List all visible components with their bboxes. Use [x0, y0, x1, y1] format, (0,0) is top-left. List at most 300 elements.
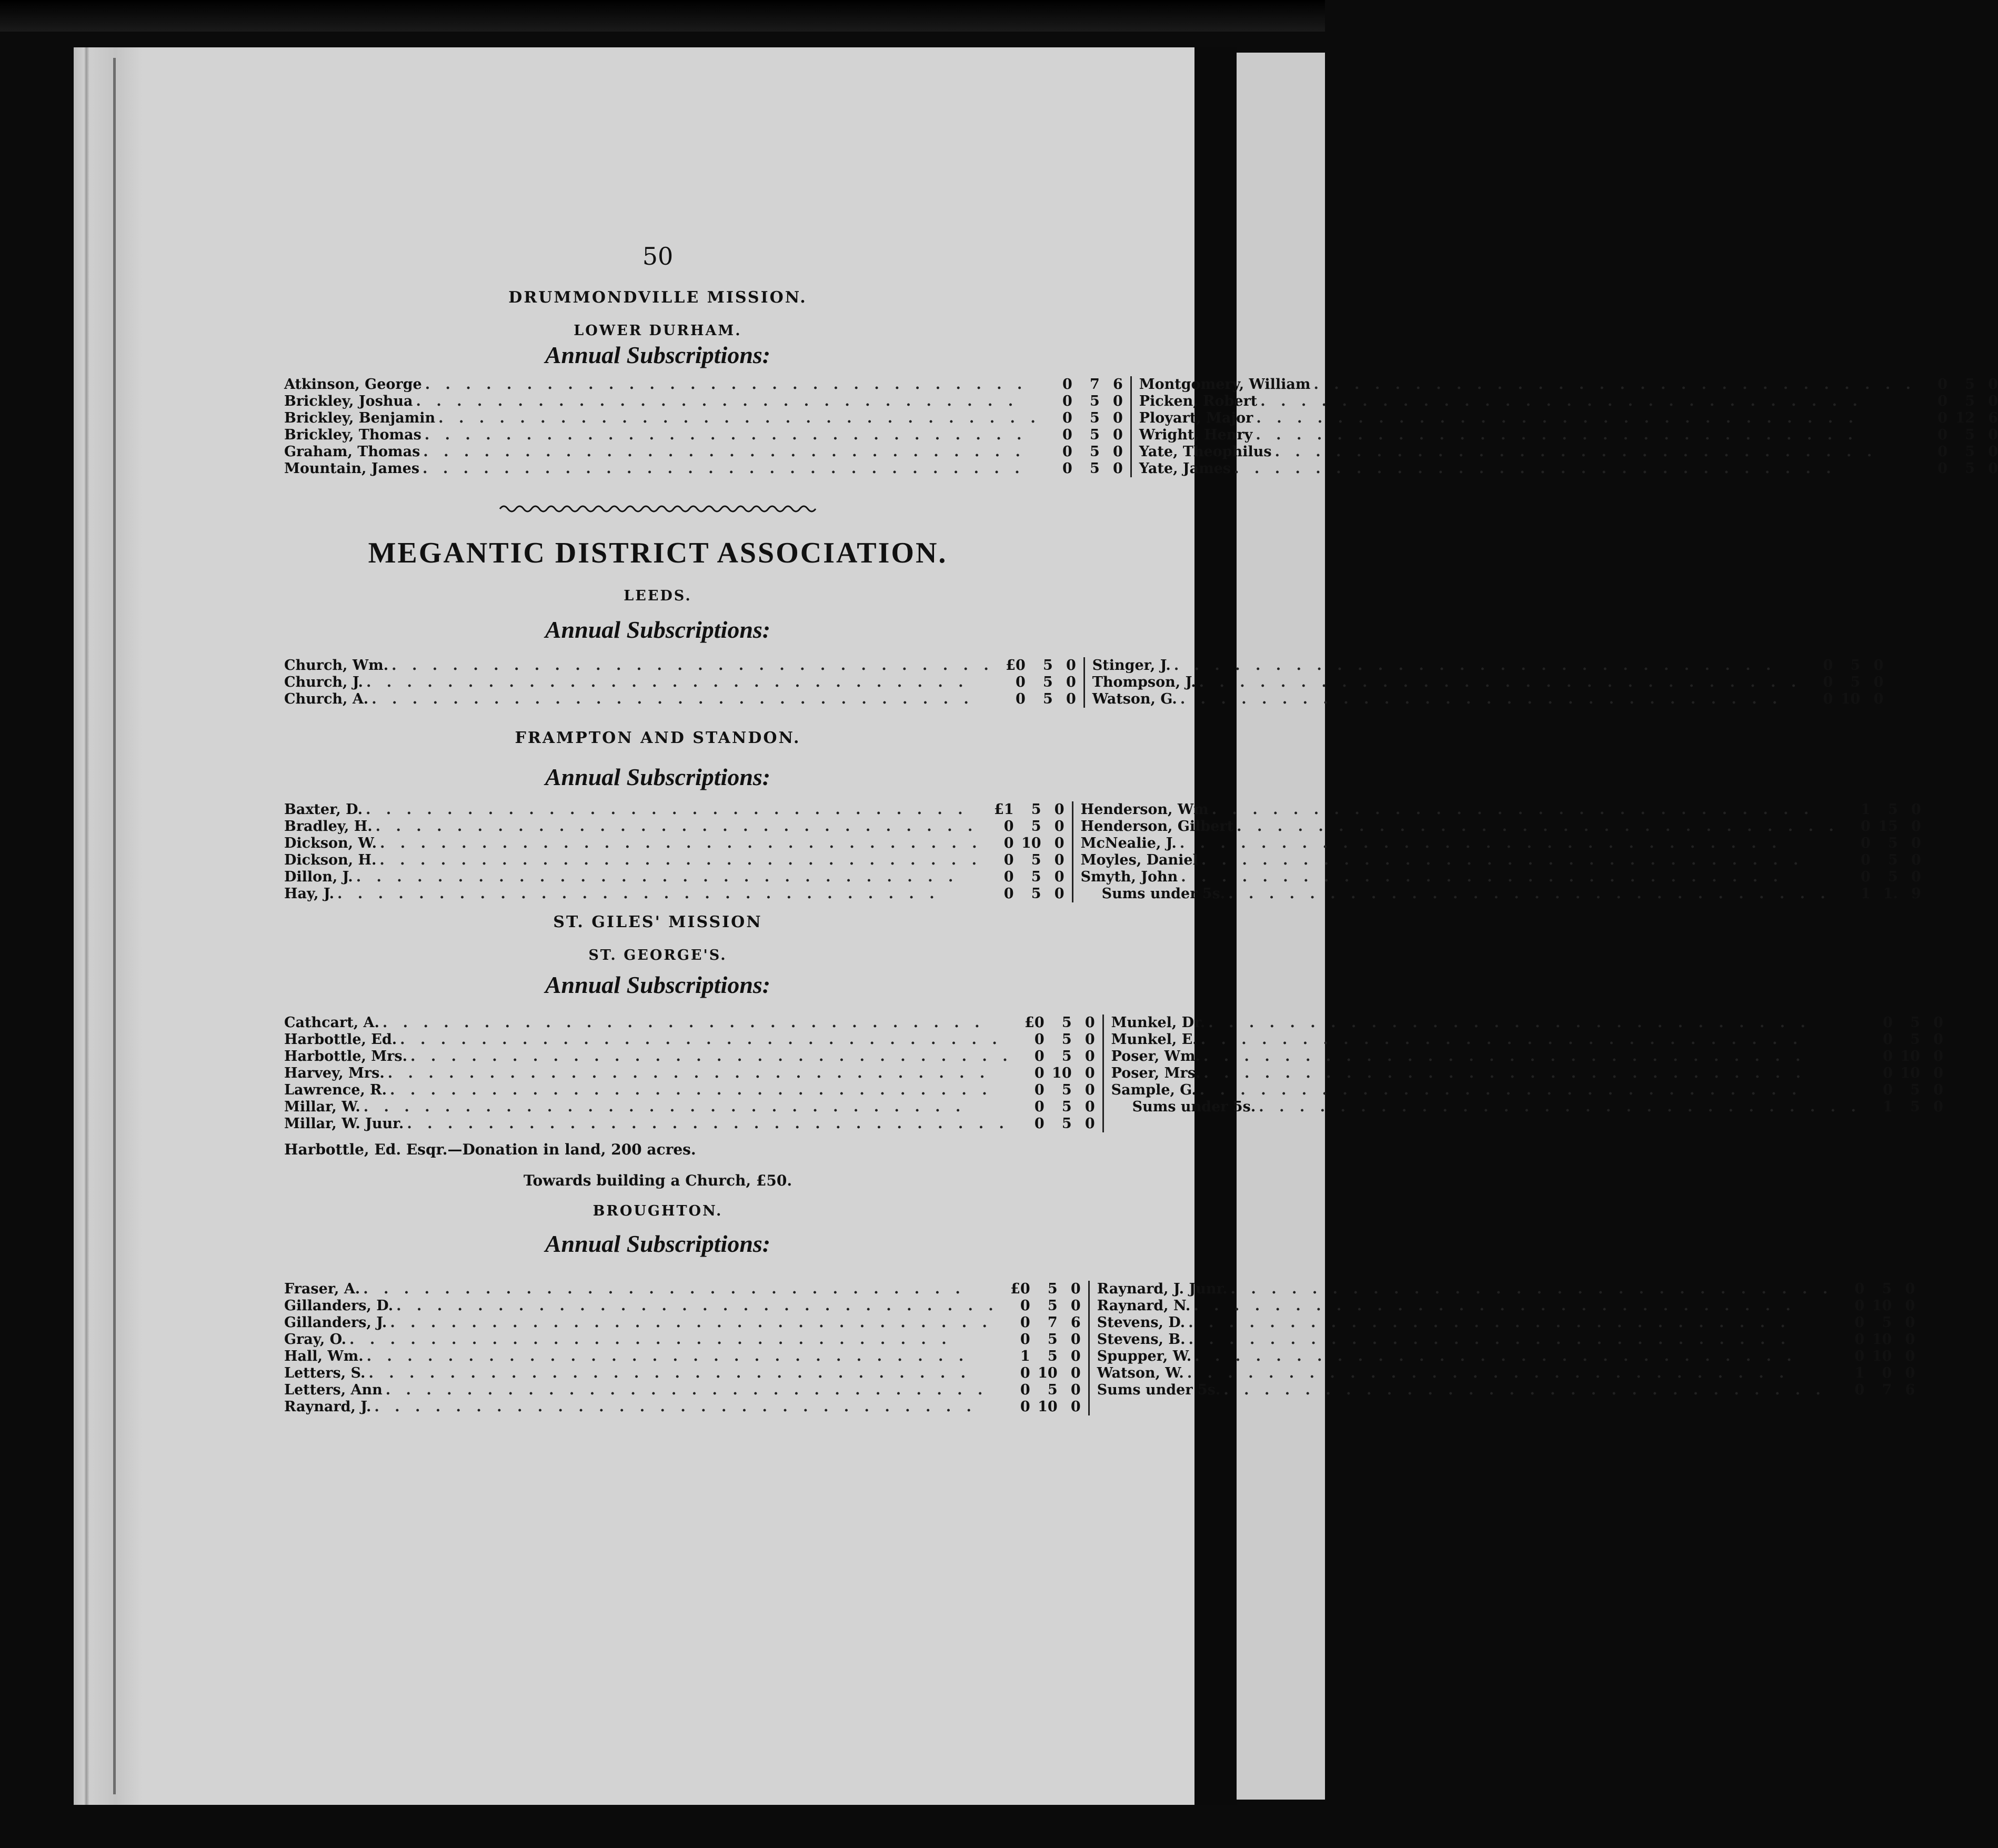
shillings-value: 7 — [1047, 1314, 1058, 1331]
amount — [1836, 1382, 1915, 1398]
pence-value: 0 — [1054, 886, 1065, 902]
subscription-row — [284, 691, 1076, 708]
pounds-value: 1 — [1020, 1348, 1030, 1364]
leader-dots: . . . . . . . . . . . . . . . . . . . . . . . . . . . . . . — [356, 869, 959, 885]
pence-value: 0 — [1873, 657, 1884, 674]
pence-value: 0 — [1054, 801, 1065, 818]
subscriber-name: Harbottle, Ed. — [284, 1031, 397, 1048]
subscriber-name: Sums under 5s. — [1097, 1382, 1221, 1398]
pounds-value: 0 — [1854, 1382, 1865, 1398]
pounds-value: 0 — [1937, 376, 1948, 393]
shillings-value: 5 — [1047, 1298, 1058, 1314]
pounds-value: 0 — [1854, 1331, 1865, 1348]
shillings-value: 10 — [1840, 691, 1861, 707]
subscription-row — [1081, 818, 1921, 835]
subscriber-name: Raynard, J. Junr. — [1097, 1281, 1228, 1297]
pence-value: 0 — [1988, 444, 1998, 460]
leader-dots: . . . . . . . . . . . . . . . . . . . . . . . . . . . . . . — [372, 691, 974, 707]
leader-dots: . . . . . . . . . . . . . . . . . . . . . . . . . . . . . . — [1201, 852, 1804, 868]
pence-value: 0 — [1988, 393, 1998, 409]
pence-value: 0 — [1085, 1082, 1095, 1098]
section-subtitle: LOWER DURHAM. — [574, 323, 742, 339]
pounds-value: 0 — [1003, 869, 1014, 885]
page-content — [284, 242, 1998, 1415]
pounds-value: 0 — [1854, 1314, 1865, 1331]
pounds-value: 0 — [1034, 1065, 1045, 1081]
pounds-value: 0 — [1034, 1031, 1045, 1048]
subscriber-name: Graham, Thomas — [284, 444, 420, 460]
subscription-row — [284, 1099, 1095, 1116]
subscription-row — [284, 1048, 1095, 1065]
pence-value: 0 — [1070, 1365, 1081, 1381]
left-column — [284, 1281, 1090, 1415]
pounds-value: 0 — [1883, 1065, 1893, 1081]
amount — [1016, 1065, 1095, 1081]
shillings-value: 5 — [1882, 1314, 1892, 1331]
subscription-row — [284, 1382, 1081, 1399]
amount — [1864, 1031, 1943, 1048]
shillings-value: 10 — [1872, 1348, 1892, 1364]
subscription-row — [1097, 1331, 1915, 1348]
pence-value: 0 — [1085, 1031, 1095, 1048]
pence-value: 0 — [1911, 801, 1921, 818]
pounds-value: 0 — [1062, 444, 1072, 460]
amount — [1919, 393, 1998, 409]
shillings-value: 7 — [1882, 1382, 1892, 1398]
pounds-value: 0 — [1854, 1281, 1865, 1297]
pence-value: 0 — [1054, 852, 1065, 868]
pence-value: 0 — [1933, 1065, 1943, 1081]
leader-dots: . . . . . . . . . . . . . . . . . . . . . . . . . . . . . . — [1200, 1031, 1803, 1048]
leader-dots: . . . . . . . . . . . . . . . . . . . . . . . . . . . . . . — [379, 852, 982, 868]
subscription-row — [284, 410, 1123, 427]
amount — [1002, 1331, 1081, 1348]
section-drummondville — [284, 288, 1998, 477]
amount — [1016, 1015, 1095, 1031]
leader-dots: . . . . . . . . . . . . . . . . . . . . . . . . . . . . . . — [1237, 818, 1839, 835]
amount — [1919, 427, 1998, 443]
leader-dots: . . . . . . . . . . . . . . . . . . . . . . . . . . . . . . — [390, 1314, 992, 1331]
shillings-value: 5 — [1061, 1031, 1072, 1048]
subscription-row — [1081, 869, 1921, 886]
pence-value: 0 — [1933, 1015, 1943, 1031]
shillings-value: 5 — [1031, 818, 1041, 835]
pounds-value: 0 — [1003, 852, 1014, 868]
subscription-row — [1081, 852, 1921, 869]
leader-dots: . . . . . . . . . . . . . . . . . . . . . . . . . . . . . . — [349, 1331, 952, 1348]
subscription-row — [1111, 1015, 1943, 1031]
subscriber-name: Church, J. — [284, 674, 363, 690]
pence-value: 0 — [1933, 1082, 1943, 1098]
pounds-value: 0 — [1020, 1382, 1030, 1398]
amount — [1836, 1314, 1915, 1331]
pounds-value: 1 — [1854, 1365, 1865, 1381]
pence-value: 0 — [1988, 427, 1998, 443]
section-megantic-leeds — [284, 536, 1884, 708]
leader-dots: . . . . . . . . . . . . . . . . . . . . . . . . . . . . . . — [1188, 1331, 1791, 1348]
pounds-value: 0 — [1062, 427, 1072, 443]
subscriber-name: Church, Wm. — [284, 657, 389, 674]
subscription-row — [1111, 1065, 1943, 1082]
amount — [1016, 1048, 1095, 1064]
pounds-value: 0 — [1937, 410, 1948, 426]
shillings-value: 5 — [1031, 869, 1041, 885]
pence-value: 0 — [1988, 460, 1998, 477]
pence-value: 0 — [1911, 835, 1921, 851]
leader-dots: . . . . . . . . . . . . . . . . . . . . . . . . . . . . . . — [396, 1298, 999, 1314]
subscriber-name: Raynard, N. — [1097, 1298, 1191, 1314]
subscriber-name: Hay, J. — [284, 886, 334, 902]
leader-dots: . . . . . . . . . . . . . . . . . . . . . . . . . . . . . . — [375, 818, 978, 835]
pounds-value: 0 — [1883, 1082, 1893, 1098]
subscriptions-heading: Annual Subscriptions: — [545, 616, 771, 643]
amount — [1044, 376, 1123, 393]
subscription-row — [284, 1399, 1081, 1415]
subscriber-name: Thompson, J. — [1092, 674, 1196, 690]
pounds-value: 0 — [1937, 393, 1948, 409]
shillings-value: 10 — [1872, 1331, 1892, 1348]
subscription-row — [1097, 1314, 1915, 1331]
subscription-row — [1092, 691, 1884, 708]
leader-dots: . . . . . . . . . . . . . . . . . . . . . . . . . . . . . . — [1199, 1082, 1802, 1098]
pounds-value: 0 — [1937, 444, 1948, 460]
shillings-value: 10 — [1038, 1399, 1058, 1415]
subscriber-name: Letters, Ann — [284, 1382, 383, 1398]
shillings-value: 10 — [1021, 835, 1041, 851]
subscriber-name: Brickley, Benjamin — [284, 410, 436, 426]
pounds-value: £0 — [1025, 1015, 1045, 1031]
scan-border — [0, 0, 1325, 32]
subscription-row — [1139, 393, 1998, 410]
shillings-value: 5 — [1061, 1082, 1072, 1098]
pence-value: 9 — [1911, 886, 1921, 902]
amount — [1044, 460, 1123, 477]
subscription-row — [1111, 1031, 1943, 1048]
amount — [1842, 818, 1921, 835]
subscription-row — [284, 1298, 1081, 1314]
pence-value: 6 — [1112, 376, 1123, 393]
pence-value: 0 — [1054, 869, 1065, 885]
shillings-value: 5 — [1089, 427, 1100, 443]
subscriber-name: Picken, Robert — [1139, 393, 1258, 409]
shillings-value: 5 — [1089, 410, 1100, 426]
leader-dots: . . . . . . . . . . . . . . . . . . . . . . . . . . . . . . — [1187, 1365, 1790, 1381]
subscriber-name: Watson, G. — [1092, 691, 1177, 707]
subscriber-name: Munkel, Dr. — [1111, 1015, 1206, 1031]
pence-value: 0 — [1070, 1348, 1081, 1364]
shillings-value: 5 — [1887, 852, 1898, 868]
pounds-value: 0 — [1034, 1048, 1045, 1064]
subscription-row — [284, 427, 1123, 444]
amount — [1919, 410, 1998, 426]
shillings-value: 5 — [1850, 674, 1861, 690]
amount — [1842, 886, 1921, 902]
shillings-value: 15 — [1878, 818, 1898, 835]
subscription-row — [1097, 1298, 1915, 1314]
pounds-value: 0 — [1937, 427, 1948, 443]
pence-value: 0 — [1070, 1281, 1081, 1297]
amount — [1002, 1399, 1081, 1415]
left-column — [284, 657, 1085, 708]
donation-note: Harbottle, Ed. Esqr.—Donation in land, 200 acres. — [284, 1141, 696, 1158]
subscriber-name: Dickson, H. — [284, 852, 377, 868]
amount — [1016, 1116, 1095, 1132]
pounds-value: 0 — [1823, 674, 1833, 690]
amount — [997, 691, 1076, 707]
amount — [986, 869, 1065, 885]
pounds-value: 0 — [1937, 460, 1948, 477]
subscriber-name: Ployart, Major — [1139, 410, 1253, 426]
leader-dots: . . . . . . . . . . . . . . . . . . . . . . . . . . . . . . — [1260, 393, 1863, 409]
subscription-row — [284, 852, 1065, 869]
subscriber-name: Yate, Theophilus — [1139, 444, 1272, 460]
pence-value: 0 — [1112, 427, 1123, 443]
subscription-row — [1081, 835, 1921, 852]
pence-value: 0 — [1066, 674, 1076, 690]
subscription-row — [284, 1082, 1095, 1099]
subscriber-name: Sums under 5s. — [1132, 1099, 1256, 1115]
shillings-value: 5 — [1031, 886, 1041, 902]
right-column — [1085, 657, 1884, 708]
subscriber-name: Bradley, H. — [284, 818, 373, 835]
shillings-value: 5 — [1047, 1348, 1058, 1364]
amount — [1864, 1048, 1943, 1064]
leader-dots: . . . . . . . . . . . . . . . . . . . . . . . . . . . . . . — [1181, 869, 1783, 885]
pounds-value: 0 — [1020, 1365, 1030, 1381]
pounds-value: 0 — [1883, 1031, 1893, 1048]
subscription-row — [284, 393, 1123, 410]
subscription-row — [1111, 1048, 1943, 1065]
leader-dots: . . . . . . . . . . . . . . . . . . . . . . . . . . . . . . — [368, 1365, 971, 1381]
subscriber-name: Moyles, Daniel — [1080, 852, 1198, 868]
leader-dots: . . . . . . . . . . . . . . . . . . . . . . . . . . . . . . — [1194, 1348, 1797, 1364]
pounds-value: £1 — [994, 801, 1014, 818]
pence-value: 0 — [1085, 1065, 1095, 1081]
subscriber-name: Harvey, Mrs. — [284, 1065, 385, 1081]
shillings-value: 5 — [1061, 1116, 1072, 1132]
amount — [1804, 657, 1883, 674]
amount — [1842, 801, 1921, 818]
pence-value: 0 — [1933, 1099, 1943, 1115]
leader-dots: . . . . . . . . . . . . . . . . . . . . . . . . . . . . . . — [400, 1031, 1002, 1048]
pence-value: 0 — [1905, 1365, 1915, 1381]
subscriber-name: Sample, G. — [1111, 1082, 1197, 1098]
shillings-value: 12 — [1955, 410, 1975, 426]
amount — [1002, 1348, 1081, 1364]
shillings-value: 5 — [1965, 444, 1975, 460]
amount — [1919, 460, 1998, 477]
subscriber-name: Church, A. — [284, 691, 369, 707]
wavy-divider — [500, 503, 816, 515]
shillings-value: 5 — [1061, 1099, 1072, 1115]
subscriber-name: Stevens, B. — [1097, 1331, 1186, 1348]
subscriber-name: Dillon, J. — [284, 869, 353, 885]
leader-dots: . . . . . . . . . . . . . . . . . . . . . . . . . . . . . . — [337, 886, 940, 902]
subscriber-name: Atkinson, George — [284, 376, 422, 393]
shillings-value: 10 — [1900, 1065, 1920, 1081]
leader-dots: . . . . . . . . . . . . . . . . . . . . . . . . . . . . . . — [1256, 410, 1859, 426]
shillings-value: 7 — [1089, 376, 1100, 393]
amount — [1002, 1382, 1081, 1398]
shillings-value: 5 — [1042, 674, 1053, 690]
shillings-value: 5 — [1850, 657, 1861, 674]
leader-dots: . . . . . . . . . . . . . . . . . . . . . . . . . . . . . . — [1228, 886, 1831, 902]
pounds-value: 0 — [1854, 1348, 1865, 1364]
subscription-row — [1081, 801, 1921, 818]
subscriber-name: Raynard, J. — [284, 1399, 372, 1415]
leader-dots: . . . . . . . . . . . . . . . . . . . . . . . . . . . . . . — [1208, 1015, 1811, 1031]
pence-value: 0 — [1911, 852, 1921, 868]
leader-dots: . . . . . . . . . . . . . . . . . . . . . . . . . . . . . . — [1211, 801, 1814, 818]
pence-value: 0 — [1873, 691, 1884, 707]
pence-value: 0 — [1112, 460, 1123, 477]
amount — [1836, 1348, 1915, 1364]
subscriber-name: Wright, Henry — [1139, 427, 1253, 443]
left-column — [284, 376, 1132, 477]
amount — [1044, 444, 1123, 460]
subscription-row — [284, 1314, 1081, 1331]
subscription-row — [1139, 444, 1998, 460]
shillings-value: 10 — [1038, 1365, 1058, 1381]
pounds-value: 0 — [1020, 1314, 1030, 1331]
pence-value: 0 — [1905, 1348, 1915, 1364]
shillings-value: 5 — [1887, 801, 1898, 818]
amount — [1919, 444, 1998, 460]
shillings-value: 5 — [1047, 1281, 1058, 1297]
subscription-row — [284, 1015, 1095, 1031]
amount — [1804, 691, 1883, 707]
subscriber-name: Cathcart, A. — [284, 1015, 379, 1031]
subscriber-name: Montgomery, William — [1139, 376, 1311, 393]
subscription-row — [1111, 1099, 1943, 1116]
pence-value: 0 — [1905, 1298, 1915, 1314]
leader-dots: . . . . . . . . . . . . . . . . . . . . . . . . . . . . . . — [1234, 460, 1836, 477]
pence-value: 0 — [1085, 1116, 1095, 1132]
amount — [986, 818, 1065, 835]
pounds-value: 0 — [1034, 1082, 1045, 1098]
subscriber-name: Henderson, Wm — [1080, 801, 1209, 818]
leader-dots: . . . . . . . . . . . . . . . . . . . . . . . . . . . . . . — [366, 674, 969, 690]
amount — [1842, 852, 1921, 868]
leader-dots: . . . . . . . . . . . . . . . . . . . . . . . . . . . . . . — [385, 1382, 988, 1398]
subscriber-name: Henderson, Gilbert — [1080, 818, 1234, 835]
leader-dots: . . . . . . . . . . . . . . . . . . . . . . . . . . . . . . — [425, 376, 1028, 393]
pence-value: 0 — [1085, 1015, 1095, 1031]
pence-value: 0 — [1873, 674, 1884, 690]
pence-value: 6 — [1905, 1382, 1915, 1398]
subscriber-name: Yate, James — [1139, 460, 1231, 477]
subscription-row — [284, 1116, 1095, 1132]
shillings-value: 5 — [1887, 869, 1898, 885]
section-title: DRUMMONDVILLE MISSION. — [508, 288, 807, 307]
amount — [986, 886, 1065, 902]
pounds-value: 0 — [1034, 1116, 1045, 1132]
pounds-value: 0 — [1020, 1399, 1030, 1415]
amount — [1002, 1314, 1081, 1331]
subscriber-name: Lawrence, R. — [284, 1082, 387, 1098]
subscriptions-heading: Annual Subscriptions: — [545, 764, 771, 790]
pence-value: 0 — [1070, 1331, 1081, 1348]
page-binding — [74, 47, 142, 1805]
leader-dots: . . . . . . . . . . . . . . . . . . . . . . . . . . . . . . — [390, 1082, 992, 1098]
leader-dots: . . . . . . . . . . . . . . . . . . . . . . . . . . . . . . — [1274, 444, 1877, 460]
shillings-value: 5 — [1910, 1015, 1920, 1031]
amount — [1044, 427, 1123, 443]
subscriber-name: Brickley, Joshua — [284, 393, 413, 409]
pounds-value: 0 — [1034, 1099, 1045, 1115]
amount — [1002, 1281, 1081, 1297]
subscription-row — [1111, 1082, 1943, 1099]
shillings-value: 5 — [1965, 376, 1975, 393]
leader-dots: . . . . . . . . . . . . . . . . . . . . . . . . . . . . . . — [1180, 691, 1783, 707]
page-gutter — [1194, 47, 1237, 1805]
leader-dots: . . . . . . . . . . . . . . . . . . . . . . . . . . . . . . — [1173, 657, 1776, 674]
amount — [1864, 1099, 1943, 1115]
adjacent-page-edge — [1237, 53, 1325, 1800]
subscription-row — [284, 818, 1065, 835]
amount — [1016, 1082, 1095, 1098]
amount — [1002, 1298, 1081, 1314]
leader-dots: . . . . . . . . . . . . . . . . . . . . . . . . . . . . . . — [423, 444, 1026, 460]
leader-dots: . . . . . . . . . . . . . . . . . . . . . . . . . . . . . . — [438, 410, 1041, 426]
subscription-row — [284, 1365, 1081, 1382]
subscription-row — [284, 869, 1065, 886]
leader-dots: . . . . . . . . . . . . . . . . . . . . . . . . . . . . . . — [1223, 1382, 1826, 1398]
subscription-row — [1139, 410, 1998, 427]
subscription-row — [284, 444, 1123, 460]
shillings-value: 1. — [1883, 886, 1898, 902]
pounds-value: 0 — [1020, 1331, 1030, 1348]
leader-dots: . . . . . . . . . . . . . . . . . . . . . . . . . . . . . . — [424, 427, 1027, 443]
subscription-row — [1097, 1382, 1915, 1399]
subscription-row — [284, 1031, 1095, 1048]
subscriber-name: Dickson, W. — [284, 835, 377, 851]
leader-dots: . . . . . . . . . . . . . . . . . . . . . . . . . . . . . . — [1203, 1065, 1806, 1081]
leader-dots: . . . . . . . . . . . . . . . . . . . . . . . . . . . . . . — [1256, 427, 1858, 443]
section-title: ST. GILES' MISSION — [553, 913, 762, 931]
shillings-value: 10 — [1052, 1065, 1072, 1081]
shillings-value: 5 — [1089, 393, 1100, 409]
subscriber-name: Mountain, James — [284, 460, 420, 477]
amount — [1016, 1031, 1095, 1048]
subscriber-name: Gillanders, J. — [284, 1314, 387, 1331]
subscription-row — [284, 674, 1076, 691]
shillings-value: 5 — [1910, 1031, 1920, 1048]
shillings-value: 5 — [1965, 427, 1975, 443]
right-column — [1104, 1015, 1943, 1132]
pounds-value: 0 — [1062, 376, 1072, 393]
subscriber-name: Munkel, E. — [1111, 1031, 1198, 1048]
pounds-value: 0 — [1823, 657, 1833, 674]
pounds-value: 1 — [1860, 801, 1871, 818]
subscription-columns — [284, 801, 1921, 902]
pence-value: 0 — [1085, 1099, 1095, 1115]
pence-value: 0 — [1070, 1382, 1081, 1398]
pence-value: 6 — [1070, 1314, 1081, 1331]
binding-line — [113, 58, 116, 1794]
subscription-row — [1139, 376, 1998, 393]
subscription-row — [284, 376, 1123, 393]
pounds-value: 0 — [1062, 410, 1072, 426]
amount — [1836, 1298, 1915, 1314]
amount — [986, 801, 1065, 818]
church-note: Towards building a Church, £50. — [523, 1172, 792, 1189]
amount — [1842, 835, 1921, 851]
amount — [1836, 1365, 1915, 1381]
pence-value: 0 — [1112, 444, 1123, 460]
subscriber-name: Poser, Wm. — [1111, 1048, 1200, 1064]
shillings-value: 5 — [1042, 657, 1053, 674]
